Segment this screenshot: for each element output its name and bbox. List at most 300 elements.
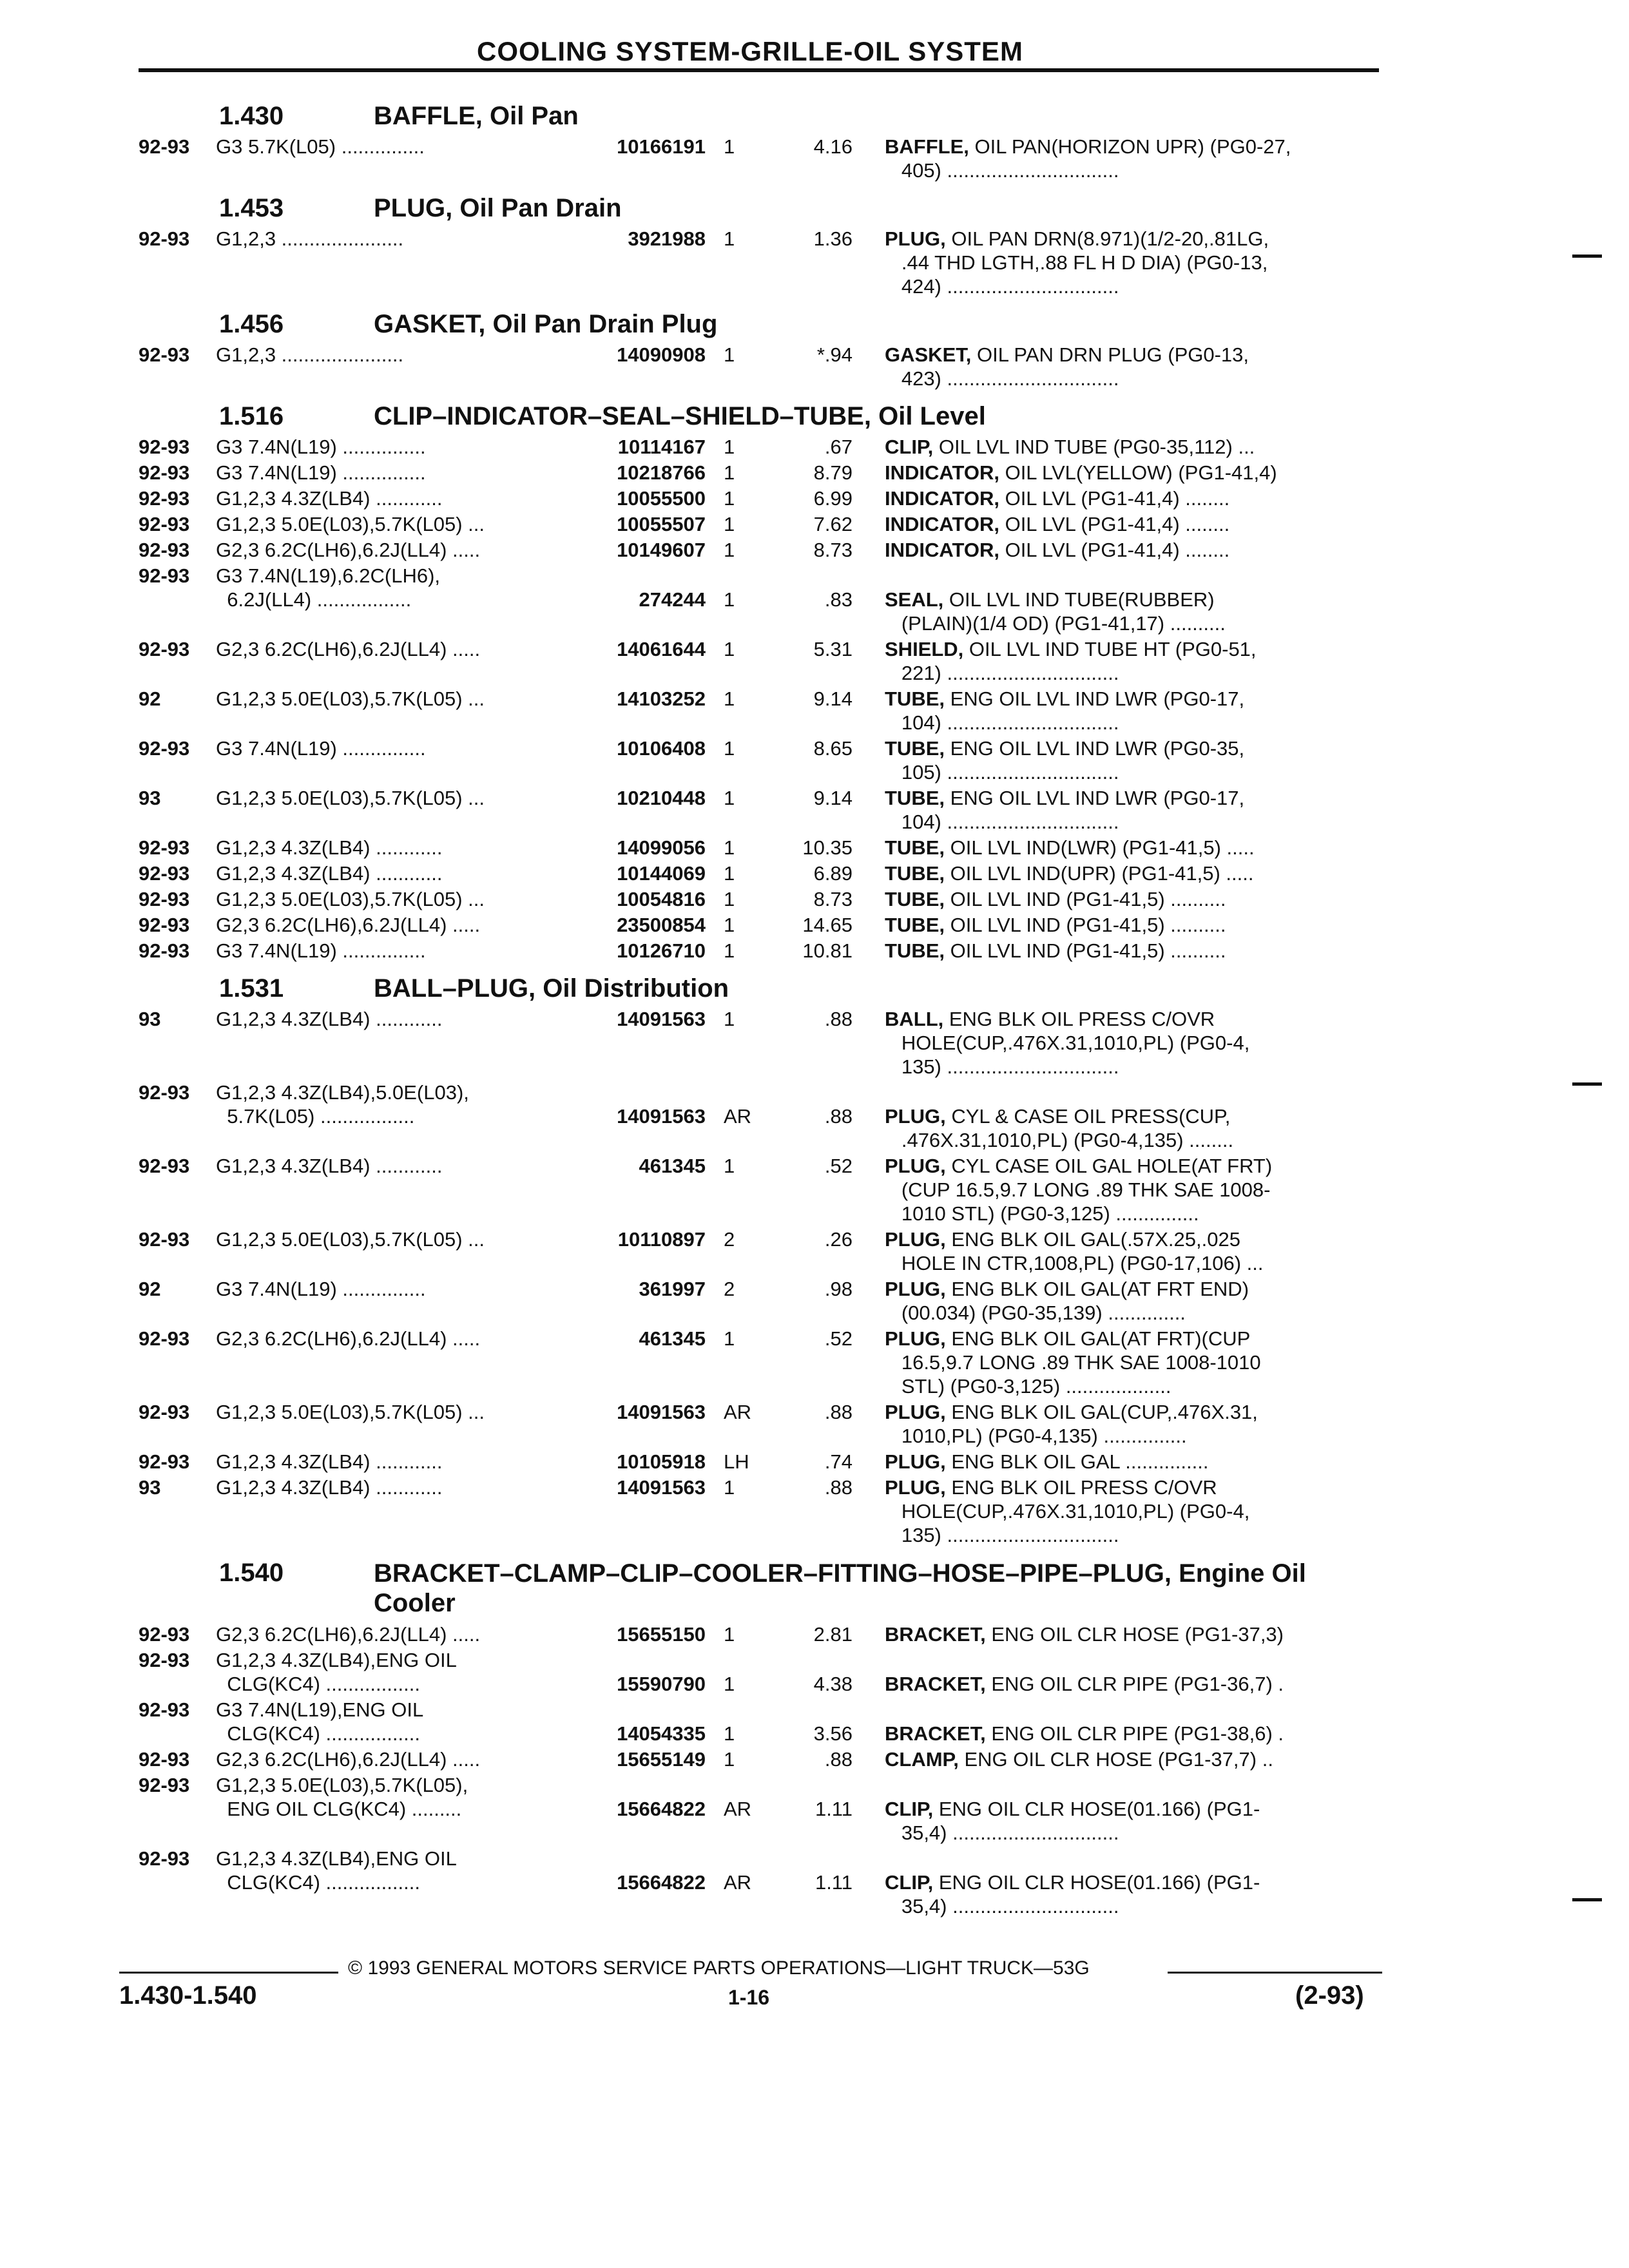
description-noun: TUBE, [885, 687, 945, 710]
description-noun: GASKET, [885, 343, 972, 366]
description [853, 1648, 1355, 1696]
model-year: 93 [139, 1476, 161, 1499]
description-noun: INDICATOR, [885, 487, 999, 510]
description [853, 1277, 1355, 1325]
part-row [139, 1773, 1382, 1845]
part-row [139, 1648, 1382, 1696]
application: G1,2,3 4.3Z(LB4),5.0E(L03), 5.7K(L05) ................. [216, 1081, 469, 1128]
description [853, 637, 1355, 685]
description [853, 1154, 1355, 1225]
application: G2,3 6.2C(LH6),6.2J(LL4) ..... [216, 914, 481, 936]
description-detail: OIL LVL (PG1-41,4) ........ [999, 539, 1230, 561]
model-year: 92-93 [139, 1327, 190, 1350]
quantity: 1 [724, 737, 735, 760]
part-number: 14103252 [617, 687, 706, 710]
application: G1,2,3 4.3Z(LB4) ............ [216, 862, 443, 885]
description-detail: ENG BLK OIL PRESS C/OVR HOLE(CUP,.476X.31,1010,PL) (PG0-4, 135) ............................... [901, 1008, 1250, 1078]
part-row [139, 135, 1382, 182]
part-row [139, 461, 1382, 485]
price: 1.11 [815, 1871, 853, 1894]
model-year: 92-93 [139, 487, 190, 510]
description-detail: CYL CASE OIL GAL HOLE(AT FRT) (CUP 16.5,9.7 LONG .89 THK SAE 1008- 1010 STL) (PG0-3,125) ............... [901, 1155, 1273, 1225]
price: 5.31 [813, 638, 853, 660]
description [853, 486, 1355, 510]
description-noun: CLIP, [885, 436, 934, 458]
application: G2,3 6.2C(LH6),6.2J(LL4) ..... [216, 1623, 481, 1646]
description-detail: ENG OIL LVL IND LWR (PG0-35, 105) ............................... [901, 737, 1245, 783]
description [853, 1847, 1355, 1918]
description-detail: OIL LVL IND TUBE(RUBBER) (PLAIN)(1/4 OD) (PG1-41,17) .......... [901, 588, 1226, 635]
part-number: 461345 [639, 1327, 706, 1350]
description-detail: OIL LVL IND TUBE (PG0-35,112) ... [933, 436, 1255, 458]
model-year: 93 [139, 1008, 161, 1030]
description [853, 1773, 1355, 1845]
part-row [139, 836, 1382, 860]
description-noun: TUBE, [885, 787, 945, 809]
price: 8.65 [813, 737, 853, 760]
application: G1,2,3 4.3Z(LB4) ............ [216, 1476, 443, 1499]
quantity: 1 [724, 787, 735, 809]
application: G1,2,3 4.3Z(LB4) ............ [216, 487, 443, 510]
section-number: 1.430 [219, 102, 284, 130]
description-detail: OIL LVL IND TUBE HT (PG0-51, 221) ............................... [901, 638, 1257, 684]
part-number: 10126710 [617, 939, 706, 962]
page-title: COOLING SYSTEM-GRILLE-OIL SYSTEM [477, 36, 1023, 66]
description [853, 461, 1355, 485]
application: G3 7.4N(L19) ............... [216, 461, 426, 484]
description-noun: PLUG, [885, 227, 946, 250]
description [853, 1450, 1355, 1474]
description [853, 1081, 1355, 1152]
quantity: 1 [724, 1673, 735, 1695]
part-number: 461345 [639, 1155, 706, 1177]
part-row [139, 786, 1382, 834]
section-title: BRACKET–CLAMP–CLIP–COOLER–FITTING–HOSE–PIPE–PLUG, Engine Oil Cooler [374, 1559, 1306, 1617]
quantity: 1 [724, 461, 735, 484]
model-year: 92-93 [139, 513, 190, 535]
part-row [139, 687, 1382, 735]
description-detail: OIL LVL IND (PG1-41,5) .......... [945, 914, 1226, 936]
description-detail: ENG OIL CLR HOSE (PG1-37,3) [985, 1623, 1284, 1646]
model-year: 92-93 [139, 1155, 190, 1177]
model-year: 92-93 [139, 1698, 190, 1721]
description-noun: TUBE, [885, 914, 945, 936]
description-detail: ENG OIL CLR HOSE (PG1-37,7) .. [958, 1748, 1273, 1771]
description-detail: ENG OIL LVL IND LWR (PG0-17, 104) ............................... [901, 687, 1245, 734]
description-noun: TUBE, [885, 862, 945, 885]
footer-copyright: © 1993 GENERAL MOTORS SERVICE PARTS OPERATIONS—LIGHT TRUCK—53G [348, 1957, 1090, 1979]
description [853, 1227, 1355, 1275]
quantity: 1 [724, 487, 735, 510]
model-year: 92-93 [139, 1649, 190, 1671]
description [853, 1327, 1355, 1398]
description-noun: PLUG, [885, 1278, 946, 1300]
part-row [139, 564, 1382, 635]
application: G1,2,3 5.0E(L03),5.7K(L05) ... [216, 1228, 485, 1251]
part-number: 15590790 [617, 1673, 706, 1695]
description-noun: CLAMP, [885, 1748, 959, 1771]
application: G3 7.4N(L19) ............... [216, 1278, 426, 1300]
part-number: 15664822 [617, 1798, 706, 1820]
description-detail: OIL LVL(YELLOW) (PG1-41,4) [999, 461, 1277, 484]
part-row [139, 538, 1382, 562]
description-detail: OIL LVL (PG1-41,4) ........ [999, 513, 1230, 535]
description-noun: INDICATOR, [885, 461, 999, 484]
part-number: 10114167 [617, 436, 706, 458]
price: 10.35 [802, 836, 853, 859]
price: 8.73 [813, 888, 853, 910]
part-number: 14054335 [617, 1722, 706, 1745]
description [853, 1475, 1355, 1547]
section-number: 1.516 [219, 402, 284, 430]
section-title: BALL–PLUG, Oil Distribution [374, 974, 729, 1003]
quantity: AR [724, 1401, 752, 1423]
part-row [139, 435, 1382, 459]
quantity: 1 [724, 1623, 735, 1646]
description-detail: ENG OIL LVL IND LWR (PG0-17, 104) ............................... [901, 787, 1245, 833]
section-number: 1.531 [219, 974, 284, 1003]
part-number: 14091563 [617, 1105, 706, 1128]
description-detail: ENG BLK OIL GAL ............... [945, 1450, 1209, 1473]
description-noun: PLUG, [885, 1228, 946, 1251]
model-year: 92-93 [139, 1847, 190, 1870]
part-row [139, 512, 1382, 536]
application: G1,2,3 5.0E(L03),5.7K(L05) ... [216, 1401, 485, 1423]
model-year: 92 [139, 1278, 161, 1300]
part-row [139, 736, 1382, 784]
part-number: 10149607 [617, 539, 706, 561]
description-detail: ENG BLK OIL GAL(CUP,.476X.31, 1010,PL) (PG0-4,135) ............... [901, 1401, 1258, 1447]
quantity: AR [724, 1871, 752, 1894]
part-number: 15664822 [617, 1871, 706, 1894]
model-year: 92-93 [139, 1081, 190, 1104]
quantity: 2 [724, 1278, 735, 1300]
description-detail: ENG OIL CLR PIPE (PG1-36,7) . [985, 1673, 1284, 1695]
application: G2,3 6.2C(LH6),6.2J(LL4) ..... [216, 1327, 481, 1350]
description-detail: OIL LVL IND(UPR) (PG1-41,5) ..... [945, 862, 1254, 885]
price: .88 [824, 1401, 853, 1423]
model-year: 92-93 [139, 1748, 190, 1771]
part-row [139, 637, 1382, 685]
part-number: 10144069 [617, 862, 706, 885]
description-noun: CLIP, [885, 1871, 934, 1894]
description [853, 135, 1355, 182]
part-row [139, 343, 1382, 390]
description-noun: PLUG, [885, 1327, 946, 1350]
description-noun: SHIELD, [885, 638, 964, 660]
quantity: 1 [724, 836, 735, 859]
part-number: 14090908 [617, 343, 706, 366]
footer-page-number: 1-16 [728, 1986, 770, 2009]
application: G1,2,3 ...................... [216, 343, 404, 366]
description-noun: PLUG, [885, 1401, 946, 1423]
application: G1,2,3 4.3Z(LB4) ............ [216, 836, 443, 859]
part-number: 10055507 [617, 513, 706, 535]
price: 6.89 [813, 862, 853, 885]
section-number: 1.456 [219, 310, 284, 338]
description [853, 1622, 1355, 1646]
parts-list [139, 90, 1382, 1918]
application: G2,3 6.2C(LH6),6.2J(LL4) ..... [216, 539, 481, 561]
description-noun: TUBE, [885, 737, 945, 760]
description [853, 913, 1355, 937]
part-number: 14061644 [617, 638, 706, 660]
quantity: 1 [724, 939, 735, 962]
price: *.94 [816, 343, 853, 366]
description-noun: TUBE, [885, 836, 945, 859]
description-noun: TUBE, [885, 939, 945, 962]
application: G1,2,3 5.0E(L03),5.7K(L05) ... [216, 687, 485, 710]
description [853, 343, 1355, 390]
part-number: 10054816 [617, 888, 706, 910]
part-number: 10055500 [617, 487, 706, 510]
application: G3 7.4N(L19) ............... [216, 436, 426, 458]
quantity: 1 [724, 1327, 735, 1350]
quantity: 1 [724, 1722, 735, 1745]
description [853, 1007, 1355, 1079]
part-row [139, 939, 1382, 963]
description-detail: ENG OIL CLR HOSE(01.166) (PG1- 35,4) .............................. [901, 1798, 1260, 1844]
application: G1,2,3 4.3Z(LB4) ............ [216, 1155, 443, 1177]
description [853, 435, 1355, 459]
part-row [139, 1277, 1382, 1325]
application: G1,2,3 5.0E(L03),5.7K(L05) ... [216, 513, 485, 535]
description-noun: PLUG, [885, 1450, 946, 1473]
part-number: 15655150 [617, 1623, 706, 1646]
description-noun: BALL, [885, 1008, 944, 1030]
section-heading [139, 1559, 1382, 1620]
price: 4.16 [813, 135, 853, 158]
description [853, 887, 1355, 911]
model-year: 92-93 [139, 914, 190, 936]
price: 1.36 [813, 227, 853, 250]
description-noun: BRACKET, [885, 1623, 986, 1646]
price: 4.38 [813, 1673, 853, 1695]
part-row [139, 1081, 1382, 1152]
part-number: 10218766 [617, 461, 706, 484]
model-year: 92-93 [139, 939, 190, 962]
description-detail: CYL & CASE OIL PRESS(CUP, .476X.31,1010,PL) (PG0-4,135) ........ [901, 1105, 1234, 1151]
description-detail: ENG OIL CLR HOSE(01.166) (PG1- 35,4) .............................. [901, 1871, 1260, 1917]
price: .67 [824, 436, 853, 458]
margin-change-mark [1572, 255, 1602, 258]
quantity: 1 [724, 588, 735, 611]
price: 8.73 [813, 539, 853, 561]
description-detail: OIL LVL IND(LWR) (PG1-41,5) ..... [945, 836, 1255, 859]
quantity: 1 [724, 687, 735, 710]
model-year: 92-93 [139, 1450, 190, 1473]
model-year: 92 [139, 687, 161, 710]
part-number: 10110897 [617, 1228, 706, 1251]
application: G3 7.4N(L19),ENG OIL CLG(KC4) ................. [216, 1698, 424, 1745]
part-row [139, 227, 1382, 298]
part-row [139, 1154, 1382, 1225]
description [853, 564, 1355, 635]
model-year: 92-93 [139, 1401, 190, 1423]
description-noun: PLUG, [885, 1105, 946, 1128]
application: G1,2,3 5.0E(L03),5.7K(L05), ENG OIL CLG(KC4) ......... [216, 1774, 468, 1820]
price: .83 [824, 588, 853, 611]
part-number: 10166191 [617, 135, 706, 158]
application: G1,2,3 4.3Z(LB4) ............ [216, 1450, 443, 1473]
description [853, 1400, 1355, 1448]
description-detail: OIL LVL (PG1-41,4) ........ [999, 487, 1230, 510]
description-detail: OIL LVL IND (PG1-41,5) .......... [945, 888, 1226, 910]
section-heading [139, 102, 1382, 133]
part-number: 10106408 [617, 737, 706, 760]
section-number: 1.540 [219, 1559, 284, 1587]
model-year: 92-93 [139, 461, 190, 484]
description-noun: SEAL, [885, 588, 944, 611]
description-detail: ENG BLK OIL GAL(AT FRT END) (00.034) (PG0-35,139) .............. [901, 1278, 1249, 1324]
part-row [139, 1450, 1382, 1474]
description-noun: BAFFLE, [885, 135, 969, 158]
model-year: 93 [139, 787, 161, 809]
model-year: 92-93 [139, 564, 190, 587]
price: 1.11 [815, 1798, 853, 1820]
part-number: 274244 [639, 588, 706, 611]
model-year: 92-93 [139, 539, 190, 561]
section-title: GASKET, Oil Pan Drain Plug [374, 310, 718, 338]
model-year: 92-93 [139, 343, 190, 366]
quantity: 1 [724, 436, 735, 458]
model-year: 92-93 [139, 737, 190, 760]
part-number: 14091563 [617, 1401, 706, 1423]
model-year: 92-93 [139, 836, 190, 859]
description-detail: OIL PAN DRN PLUG (PG0-13, 423) ............................... [901, 343, 1249, 390]
description-detail: ENG OIL CLR PIPE (PG1-38,6) . [985, 1722, 1284, 1745]
application: G1,2,3 5.0E(L03),5.7K(L05) ... [216, 787, 485, 809]
price: 6.99 [813, 487, 853, 510]
description [853, 861, 1355, 885]
section-heading [139, 310, 1382, 341]
section-title: BAFFLE, Oil Pan [374, 102, 579, 130]
part-row [139, 1400, 1382, 1448]
part-row [139, 1847, 1382, 1918]
section-number: 1.453 [219, 194, 284, 222]
quantity: 1 [724, 914, 735, 936]
part-number: 14091563 [617, 1008, 706, 1030]
part-number: 10105918 [617, 1450, 706, 1473]
part-row [139, 887, 1382, 911]
part-row [139, 861, 1382, 885]
model-year: 92-93 [139, 1228, 190, 1251]
description-noun: INDICATOR, [885, 513, 999, 535]
model-year: 92-93 [139, 888, 190, 910]
section-heading [139, 402, 1382, 433]
description-noun: INDICATOR, [885, 539, 999, 561]
description [853, 836, 1355, 860]
quantity: 2 [724, 1228, 735, 1251]
quantity: AR [724, 1105, 752, 1128]
model-year: 92-93 [139, 1623, 190, 1646]
description-noun: BRACKET, [885, 1722, 986, 1745]
part-number: 3921988 [628, 227, 706, 250]
application: G2,3 6.2C(LH6),6.2J(LL4) ..... [216, 1748, 481, 1771]
margin-change-mark [1572, 1082, 1602, 1086]
quantity: 1 [724, 539, 735, 561]
part-row [139, 1698, 1382, 1745]
description-noun: PLUG, [885, 1155, 946, 1177]
application: G1,2,3 4.3Z(LB4),ENG OIL CLG(KC4) ................. [216, 1649, 457, 1695]
application: G3 7.4N(L19),6.2C(LH6), 6.2J(LL4) ................. [216, 564, 441, 611]
quantity: AR [724, 1798, 752, 1820]
part-row [139, 1622, 1382, 1646]
model-year: 92-93 [139, 1774, 190, 1796]
description-noun: PLUG, [885, 1476, 946, 1499]
quantity: LH [724, 1450, 749, 1473]
price: .88 [824, 1105, 853, 1128]
price: .52 [824, 1155, 853, 1177]
price: .26 [824, 1228, 853, 1251]
description-detail: OIL LVL IND (PG1-41,5) .......... [945, 939, 1226, 962]
description [853, 786, 1355, 834]
model-year: 92-93 [139, 862, 190, 885]
application: G3 5.7K(L05) ............... [216, 135, 425, 158]
price: .74 [824, 1450, 853, 1473]
price: 2.81 [813, 1623, 853, 1646]
part-number: 14099056 [617, 836, 706, 859]
model-year: 92-93 [139, 227, 190, 250]
margin-change-mark [1572, 1898, 1602, 1901]
description [853, 227, 1355, 298]
part-number: 23500854 [617, 914, 706, 936]
price: 14.65 [802, 914, 853, 936]
model-year: 92-93 [139, 638, 190, 660]
price: 10.81 [802, 939, 853, 962]
application: G3 7.4N(L19) ............... [216, 737, 426, 760]
footer-rule-left [119, 1972, 338, 1974]
model-year: 92-93 [139, 135, 190, 158]
price: 9.14 [813, 787, 853, 809]
quantity: 1 [724, 227, 735, 250]
section-title: CLIP–INDICATOR–SEAL–SHIELD–TUBE, Oil Level [374, 402, 986, 430]
description [853, 538, 1355, 562]
price: .98 [824, 1278, 853, 1300]
quantity: 1 [724, 135, 735, 158]
part-row [139, 913, 1382, 937]
price: .88 [824, 1008, 853, 1030]
part-number: 14091563 [617, 1476, 706, 1499]
quantity: 1 [724, 513, 735, 535]
quantity: 1 [724, 888, 735, 910]
application: G1,2,3 4.3Z(LB4) ............ [216, 1008, 443, 1030]
application: G1,2,3 5.0E(L03),5.7K(L05) ... [216, 888, 485, 910]
footer-revision-date: (2-93) [1295, 1981, 1364, 2010]
part-number: 15655149 [617, 1748, 706, 1771]
part-number: 361997 [639, 1278, 706, 1300]
description-detail: OIL PAN(HORIZON UPR) (PG0-27, 405) ............................... [901, 135, 1291, 182]
quantity: 1 [724, 1008, 735, 1030]
quantity: 1 [724, 1155, 735, 1177]
application: G2,3 6.2C(LH6),6.2J(LL4) ..... [216, 638, 481, 660]
description [853, 687, 1355, 735]
part-row [139, 1475, 1382, 1547]
quantity: 1 [724, 1748, 735, 1771]
description-detail: ENG BLK OIL GAL(AT FRT)(CUP 16.5,9.7 LONG .89 THK SAE 1008-1010 STL) (PG0-3,125) ................... [901, 1327, 1261, 1398]
quantity: 1 [724, 638, 735, 660]
description-noun: BRACKET, [885, 1673, 986, 1695]
price: 7.62 [813, 513, 853, 535]
price: 3.56 [813, 1722, 853, 1745]
price: .88 [824, 1476, 853, 1499]
description [853, 736, 1355, 784]
description [853, 939, 1355, 963]
part-row [139, 1007, 1382, 1079]
part-row [139, 1747, 1382, 1771]
quantity: 1 [724, 343, 735, 366]
price: .88 [824, 1748, 853, 1771]
